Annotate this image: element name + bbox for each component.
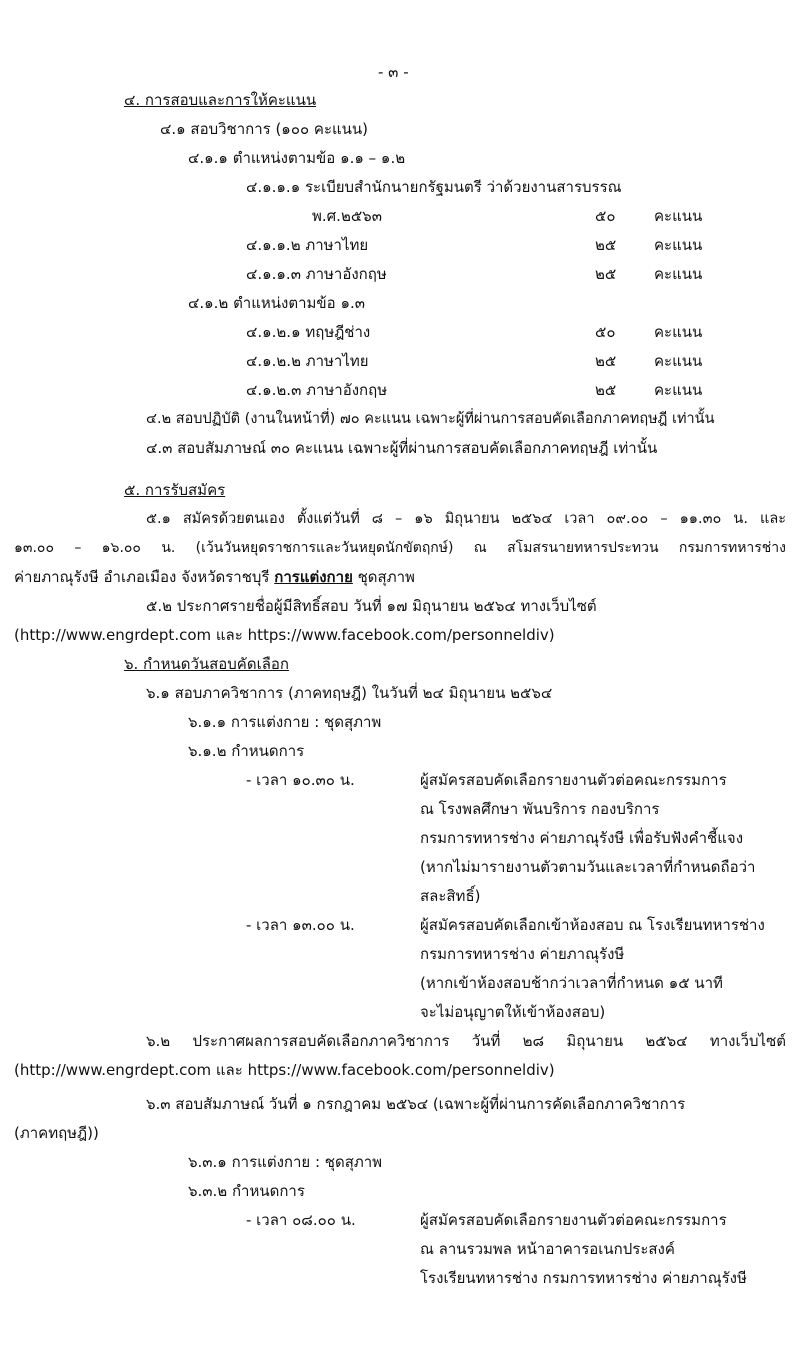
dress-code-label: การแต่งกาย bbox=[274, 568, 353, 586]
section-6-1: ๖.๑ สอบภาควิชาการ (ภาคทฤษฎี) ในวันที่ ๒๔ มิถุนายน ๒๕๖๔ bbox=[146, 684, 553, 702]
schedule-3-time: - เวลา ๐๘.๐๐ น. bbox=[246, 1211, 356, 1229]
section-4-1: ๔.๑ สอบวิชาการ (๑๐๐ คะแนน) bbox=[160, 120, 369, 138]
schedule-2-line-3: (หากเข้าห้องสอบช้ากว่าเวลาที่กำหนด ๑๕ นาที bbox=[420, 974, 723, 992]
section-5-heading: ๕. การรับสมัคร bbox=[124, 481, 226, 499]
schedule-1-line-4: (หากไม่มารายงานตัวตามวันและเวลาที่กำหนดถือว่า bbox=[420, 858, 756, 876]
item-4-1-2-1-score: ๕๐ bbox=[595, 323, 616, 341]
section-6-2-line-2: (http://www.engrdept.com และ https://www.facebook.com/personneldiv) bbox=[14, 1061, 555, 1079]
item-4-1-1-3-score: ๒๕ bbox=[595, 265, 617, 283]
item-4-1-1-2-score: ๒๕ bbox=[595, 236, 617, 254]
schedule-1-time: - เวลา ๑๐.๓๐ น. bbox=[246, 771, 355, 789]
item-4-1-1-2-label: ๔.๑.๑.๒ ภาษาไทย bbox=[246, 236, 369, 254]
section-4-3: ๔.๓ สอบสัมภาษณ์ ๓๐ คะแนน เฉพาะผู้ที่ผ่านการสอบคัดเลือกภาคทฤษฎี เท่านั้น bbox=[146, 439, 658, 457]
page-number: - ๓ - bbox=[378, 63, 409, 81]
schedule-1-line-3: กรมการทหารช่าง ค่ายภาณุรังษี เพื่อรับฟังคำชี้แจง bbox=[420, 829, 744, 847]
section-5-1-venue: ค่ายภาณุรังษี อำเภอเมือง จังหวัดราชบุรี bbox=[14, 568, 275, 586]
item-4-1-2-3-unit: คะแนน bbox=[654, 381, 703, 399]
section-4-1-1: ๔.๑.๑ ตำแหน่งตามข้อ ๑.๑ – ๑.๒ bbox=[188, 149, 406, 167]
item-4-1-2-1-unit: คะแนน bbox=[654, 323, 703, 341]
item-4-1-1-2-unit: คะแนน bbox=[654, 236, 703, 254]
section-5-2-line-1: ๕.๒ ประกาศรายชื่อผู้มีสิทธิ์สอบ วันที่ ๑๗ มิถุนายน ๒๕๖๔ ทางเว็บไซต์ bbox=[146, 597, 597, 615]
schedule-2-time: - เวลา ๑๓.๐๐ น. bbox=[246, 916, 355, 934]
section-6-3-1: ๖.๓.๑ การแต่งกาย : ชุดสุภาพ bbox=[188, 1153, 383, 1171]
schedule-1-line-1: ผู้สมัครสอบคัดเลือกรายงานตัวต่อคณะกรรมการ bbox=[420, 771, 727, 789]
schedule-3-line-3: โรงเรียนทหารช่าง กรมการทหารช่าง ค่ายภาณุรังษี bbox=[420, 1269, 747, 1287]
item-4-1-2-1-label: ๔.๑.๒.๑ ทฤษฎีช่าง bbox=[246, 323, 371, 341]
section-6-1-2: ๖.๑.๒ กำหนดการ bbox=[188, 742, 305, 760]
section-6-heading: ๖. กำหนดวันสอบคัดเลือก bbox=[124, 655, 289, 673]
item-4-1-2-2-score: ๒๕ bbox=[595, 352, 617, 370]
section-6-3-line-2: (ภาคทฤษฎี)) bbox=[14, 1124, 99, 1142]
item-4-1-1-3-label: ๔.๑.๑.๓ ภาษาอังกฤษ bbox=[246, 265, 387, 283]
section-5-1-line-1: ๕.๑ สมัครด้วยตนเอง ตั้งแต่วันที่ ๘ – ๑๖ มิถุนายน ๒๕๖๔ เวลา ๐๙.๐๐ – ๑๑.๓๐ น. และ bbox=[146, 511, 786, 527]
section-6-2-line-1: ๖.๒ ประกาศผลการสอบคัดเลือกภาควิชาการ วันที่ ๒๘ มิถุนายน ๒๕๖๔ ทางเว็บไซต์ bbox=[146, 1032, 786, 1050]
item-4-1-2-2-label: ๔.๑.๒.๒ ภาษาไทย bbox=[246, 352, 369, 370]
schedule-3-line-1: ผู้สมัครสอบคัดเลือกรายงานตัวต่อคณะกรรมการ bbox=[420, 1211, 727, 1229]
section-5-2-line-2: (http://www.engrdept.com และ https://www.facebook.com/personneldiv) bbox=[14, 626, 555, 644]
schedule-2-line-2: กรมการทหารช่าง ค่ายภาณุรังษี bbox=[420, 945, 625, 963]
item-4-1-1-1-cont: พ.ศ.๒๕๖๓ bbox=[312, 207, 382, 225]
dress-code-value: ชุดสุภาพ bbox=[352, 568, 415, 586]
item-4-1-1-1-score: ๕๐ bbox=[595, 207, 616, 225]
section-5-1-line-3 bbox=[14, 567, 415, 587]
item-4-1-1-3-unit: คะแนน bbox=[654, 265, 703, 283]
schedule-3-line-2: ณ ลานรวมพล หน้าอาคารอเนกประสงค์ bbox=[420, 1240, 675, 1258]
item-4-1-2-2-unit: คะแนน bbox=[654, 352, 703, 370]
schedule-2-line-4: จะไม่อนุญาตให้เข้าห้องสอบ) bbox=[420, 1003, 606, 1021]
schedule-1-line-2: ณ โรงพลศึกษา พันบริการ กองบริการ bbox=[420, 800, 660, 818]
section-4-heading: ๔. การสอบและการให้คะแนน bbox=[124, 91, 317, 109]
item-4-1-1-1-unit: คะแนน bbox=[654, 207, 703, 225]
section-6-1-1: ๖.๑.๑ การแต่งกาย : ชุดสุภาพ bbox=[188, 713, 382, 731]
section-4-1-2: ๔.๑.๒ ตำแหน่งตามข้อ ๑.๓ bbox=[188, 294, 365, 312]
section-4-2: ๔.๒ สอบปฏิบัติ (งานในหน้าที่) ๗๐ คะแนน เฉพาะผู้ที่ผ่านการสอบคัดเลือกภาคทฤษฎี เท่านั้น bbox=[146, 411, 715, 427]
schedule-1-line-5: สละสิทธิ์) bbox=[420, 887, 481, 905]
item-4-1-2-3-score: ๒๕ bbox=[595, 381, 617, 399]
section-5-1-line-2: ๑๓.๐๐ – ๑๖.๐๐ น. (เว้นวันหยุดราชการและวันหยุดนักขัตฤกษ์) ณ สโมสรนายทหารประทวน กรมการทหารช่าง bbox=[14, 540, 786, 556]
section-6-3-2: ๖.๓.๒ กำหนดการ bbox=[188, 1182, 305, 1200]
section-6-3-line-1: ๖.๓ สอบสัมภาษณ์ วันที่ ๑ กรกฎาคม ๒๕๖๔ (เฉพาะผู้ที่ผ่านการคัดเลือกภาควิชาการ bbox=[146, 1095, 686, 1113]
item-4-1-2-3-label: ๔.๑.๒.๓ ภาษาอังกฤษ bbox=[246, 381, 388, 399]
item-4-1-1-1-label: ๔.๑.๑.๑ ระเบียบสำนักนายกรัฐมนตรี ว่าด้วยงานสารบรรณ bbox=[246, 178, 622, 196]
schedule-2-line-1: ผู้สมัครสอบคัดเลือกเข้าห้องสอบ ณ โรงเรียนทหารช่าง bbox=[420, 916, 765, 934]
